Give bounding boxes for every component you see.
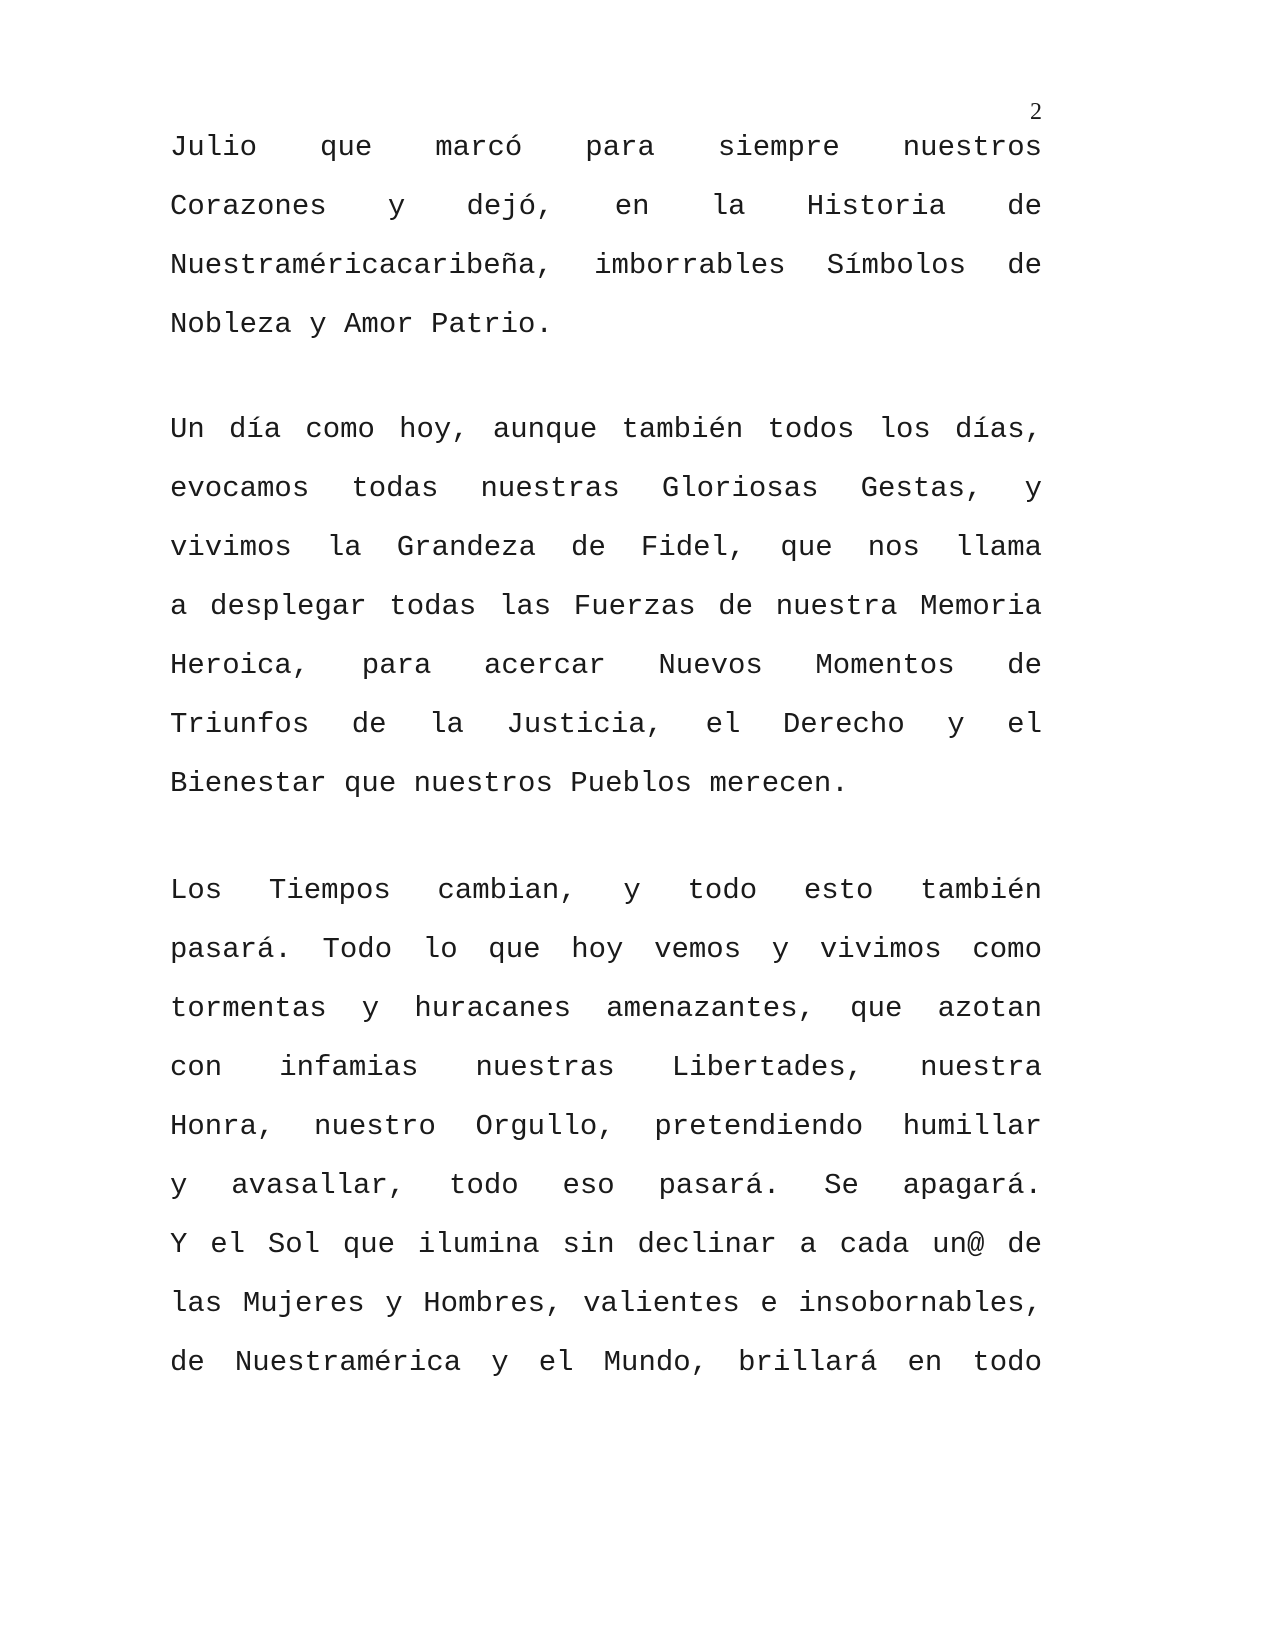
text-line: y avasallar, todo eso pasará. Se apagará.	[170, 1169, 1042, 1202]
text-line: Y el Sol que ilumina sin declinar a cada un@ de	[170, 1228, 1042, 1261]
text-line: Nobleza y Amor Patrio.	[170, 308, 553, 341]
text-line: pasará. Todo lo que hoy vemos y vivimos como	[170, 933, 1042, 966]
text-line: con infamias nuestras Libertades, nuestra	[170, 1051, 1042, 1084]
text-line: Nuestraméricacaribeña, imborrables Símbolos de	[170, 249, 1042, 282]
text-line: de Nuestramérica y el Mundo, brillará en todo	[170, 1346, 1042, 1379]
text-line: tormentas y huracanes amenazantes, que azotan	[170, 992, 1042, 1025]
text-line: vivimos la Grandeza de Fidel, que nos llama	[170, 531, 1042, 564]
text-line: Honra, nuestro Orgullo, pretendiendo humillar	[170, 1110, 1042, 1143]
text-line: Los Tiempos cambian, y todo esto también	[170, 874, 1042, 907]
text-line: Triunfos de la Justicia, el Derecho y el	[170, 708, 1042, 741]
text-line: a desplegar todas las Fuerzas de nuestra Memoria	[170, 590, 1042, 623]
text-line: las Mujeres y Hombres, valientes e insobornables,	[170, 1287, 1042, 1320]
paragraph-1	[170, 118, 1042, 354]
text-line: Bienestar que nuestros Pueblos merecen.	[170, 767, 849, 800]
text-line: Corazones y dejó, en la Historia de	[170, 190, 1042, 223]
paragraph-3	[170, 861, 1042, 1392]
paragraph-2	[170, 400, 1042, 813]
page-number: 2	[1030, 99, 1042, 125]
text-line: Un día como hoy, aunque también todos los días,	[170, 413, 1042, 446]
text-line: Heroica, para acercar Nuevos Momentos de	[170, 649, 1042, 682]
text-line: evocamos todas nuestras Gloriosas Gestas, y	[170, 472, 1042, 505]
text-line: Julio que marcó para siempre nuestros	[170, 131, 1042, 164]
